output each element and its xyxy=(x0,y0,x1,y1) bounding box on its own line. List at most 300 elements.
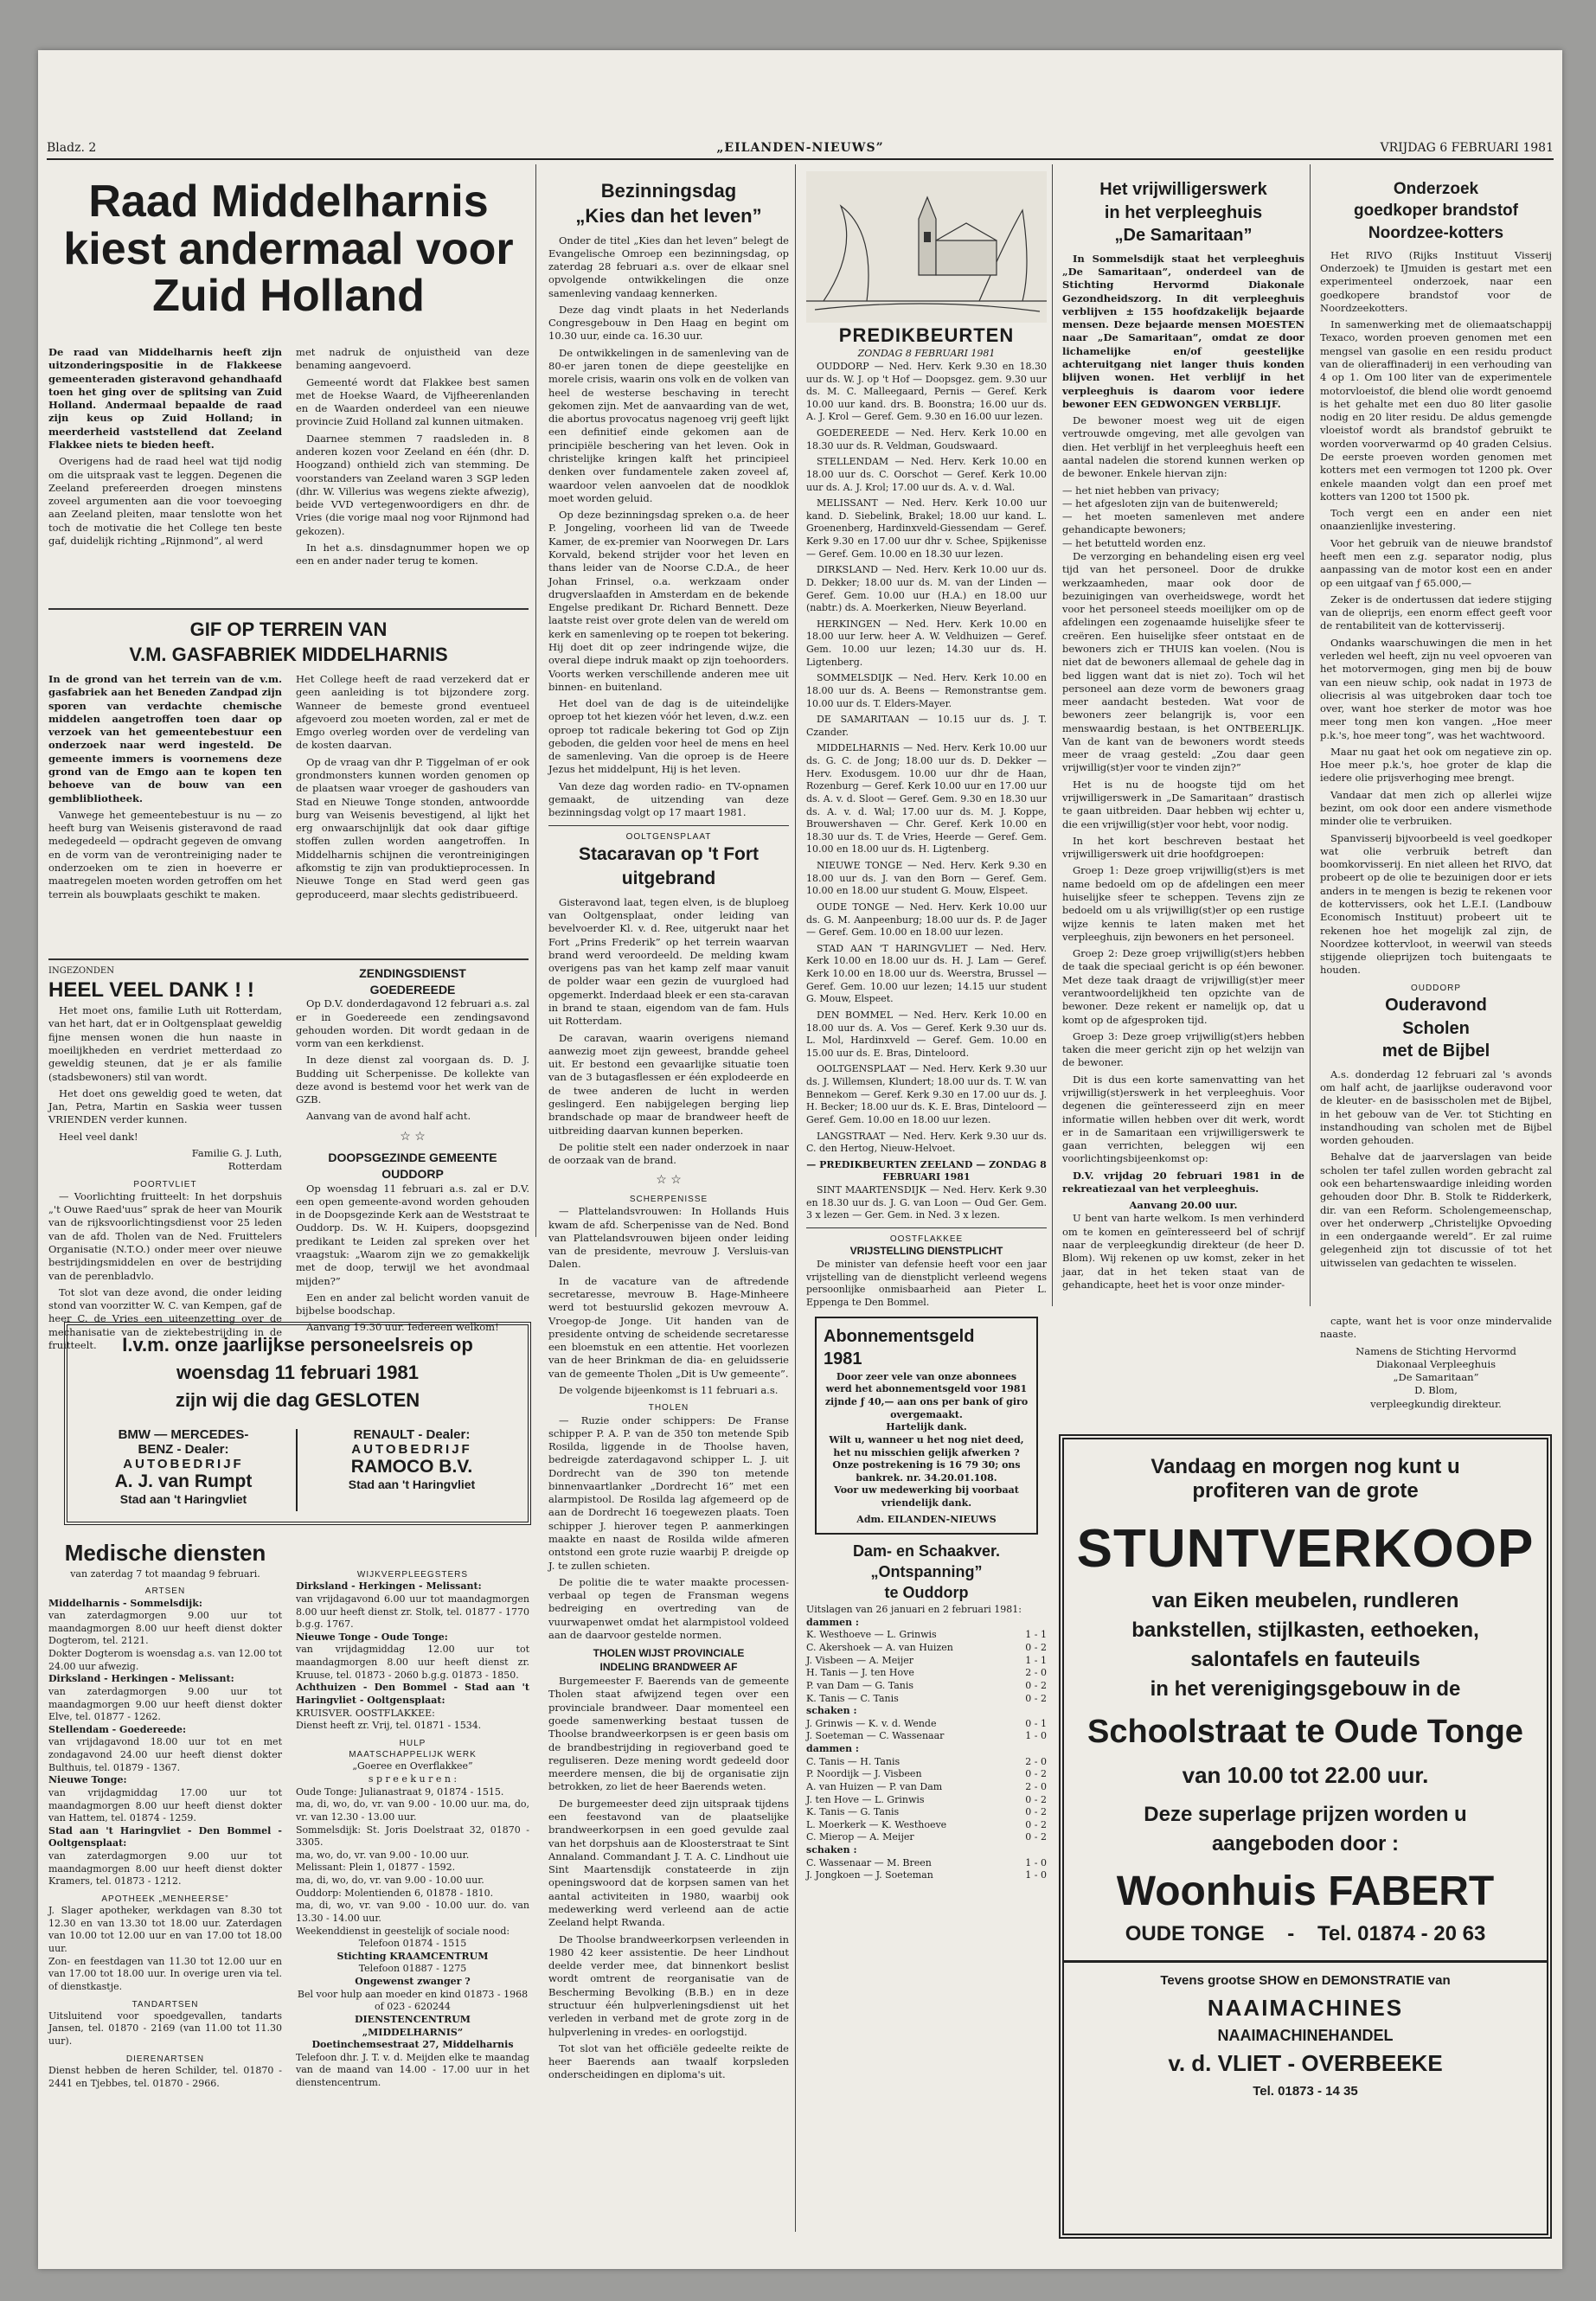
page-header xyxy=(47,141,1554,160)
column-rule xyxy=(535,164,536,1237)
predik-item: DIRKSLAND — Ned. Herv. Kerk 10.00 uur ds. D. Dekker; 18.00 uur ds. M. van der Linden — Geref. Gem. 10.00 uur (H.A.) en 18.00 uur (nabtr.) ds. A. Moerkerken, Nieuw Beyerland. xyxy=(806,564,1047,614)
main-article xyxy=(48,178,529,329)
predik-item: STELLENDAM — Ned. Herv. Kerk 10.00 en 18.00 uur ds. C. Oorschot — Geref. Kerk 10.00 uur ds. A. J. Krol; 17.00 uur ds. A. v. d. Wal. xyxy=(806,456,1047,493)
tholen-paragraph: De politie die te water maakte processen-verbaal op tegen de Fransman wegens bedreiging en overtreding van de vuurwapenwet omdat het alarmpistool voldeed aan de daarvoor gestelde normen. xyxy=(548,1575,789,1641)
closing-ad-line: woensdag 11 februari 1981 xyxy=(176,1362,420,1383)
vrijwilligers-title: „De Samaritaan” xyxy=(1114,226,1253,246)
doopsgezinde-paragraph: Aanvang 19.30 uur. Iedereen welkom! xyxy=(306,1321,499,1334)
medical-line: Dirksland - Herkingen - Melissant: xyxy=(48,1673,234,1685)
vrijwilligers-bullet: — het betutteld worden enz. xyxy=(1062,536,1207,549)
column-rule xyxy=(795,164,796,2232)
column-5 xyxy=(1062,178,1304,1376)
vrijstelling-title: VRIJSTELLING DIENSTPLICHT xyxy=(849,1245,1003,1258)
predik-item: STAD AAN 'T HARINGVLIET — Ned. Herv. Kerk 10.00 en 18.00 uur ds. H. J. Lam — Geref. Kerk 10.00 en 18.00 uur ds. Weerstra, Brussel — Geref. Gem. 10.00 uur lezen; 14.15 uur student G. Mouw, Elspeet. xyxy=(806,942,1047,1005)
medical-line: Telefoon 01874 - 1515 xyxy=(358,1938,467,1950)
main-paragraph: Overigens had de raad heel wat tijd nodig om die uitspraak vast te leggen. Degenen die Zeeland prefereerden droegen minstens zoveel argumenten aan die voor toevoeging aan Zeeland pleiten, maar tenslotte won het toch de motivatie die het College ten beste gaf, duidelijk richting „Rijnmond”, al werd xyxy=(48,455,282,547)
medical-section: WIJKVERPLEEGSTERS xyxy=(356,1570,469,1580)
dam-score: 0 - 2 xyxy=(1025,1806,1047,1818)
closing-ad xyxy=(64,1322,531,1525)
doopsgezinde-paragraph: Op woensdag 11 februari a.s. zal er D.V. een open gemeente-avond worden gehouden in de Doopsgezinde Kerk aan de Weststraat te Ouddorp. Ds. W. H. Kuipers, doopsgezind predikant te Leiden zal spreken over het vraagstuk: „Waarom zijn we zo gemakkelijk met de doop, terwijl we het avondmaal mijden?” xyxy=(296,1182,529,1287)
dam-subtitle: Uitslagen van 26 januari en 2 februari 1981: xyxy=(806,1604,1022,1616)
main-paragraph: met nadruk de onjuistheid van deze benaming aangevoerd. xyxy=(296,346,529,372)
ouderavond-kicker: OUDDORP xyxy=(1410,983,1462,993)
ad-line: Tevens grootse SHOW en DEMONSTRATIE van xyxy=(1160,1973,1451,1989)
medical-line: Zon- en feestdagen van 11.30 tot 12.00 uur en van 17.00 tot 18.00 uur. In overige uren via tel. of dienstkastje. xyxy=(48,1955,282,1992)
predik-item: DE SAMARITAAN — 10.15 uur ds. J. T. Czander. xyxy=(806,714,1047,738)
ad-phone: Tel. 01873 - 14 35 xyxy=(1253,2084,1358,2099)
medical-line: J. Slager apotheker, werkdagen van 8.30 tot 12.30 en van 13.30 tot 18.00 uur. Zaterdagen van 10.00 tot 12.00 uur en van 17.00 tot 18.00 uur. xyxy=(48,1905,282,1955)
church-illustration xyxy=(806,171,1047,323)
column-6 xyxy=(1320,178,1552,1376)
medical-line: Nieuwe Tonge - Oude Tonge: xyxy=(296,1631,448,1643)
subscription-sign: Adm. EILANDEN-NIEUWS xyxy=(856,1513,997,1525)
medical-line: Telefoon dhr. J. T. v. d. Meijden elke te maandag van de maand van 14.00 - 17.00 uur in het dienstencentrum. xyxy=(296,2051,529,2089)
dam-row xyxy=(806,1667,1047,1680)
vrijwilligers-paragraph: De verzorging en behandeling eisen erg veel tijd van het personeel. Door de drukke werkzaamheden, maar ook door de bezuinigingen van overheidswege, wordt het voor het personeel steeds moeilijker om op de afdelingen een zogenaamde huiselijke sfeer te creëren. Een huiselijke sfeer ontstaat en de bewoners zich er THUIS kan voelen. (Nou is niet dat de bewoners allemaal de gehele dag in bed liggen want dat is niet zo). Toch wil het personeel aan deze vorm de bewoners graag meer aandacht besteden. Wat voor de bewoners zeer belangrijk is, voor een menswaardig bestaan, is het ONTBEERLIJK. Van de kant van de bewoners wordt steeds meer de vraag gesteld: „Zou daar geen vrijwillig(st)er voor te vinden zijn?” xyxy=(1062,549,1304,774)
doopsgezinde-title: DOOPSGEZINDE GEMEENTE xyxy=(328,1150,497,1165)
bezinning-paragraph: Onder de titel „Kies dan het leven” belegt de Evangelische Omroep een bezinningsdag, op zaterdag 28 februari a.s. over de elkaar snel opvolgende ontwikkelingen die onze samenleving vandaag kennerken. xyxy=(548,234,789,299)
vrijwilligers-date: D.V. vrijdag 20 februari 1981 in de rekreatiezaal van het verpleeghuis. xyxy=(1062,1169,1304,1195)
scherpenisse-kicker: SCHERPENISSE xyxy=(629,1194,708,1204)
medical-services-2 xyxy=(296,1564,529,2230)
medical-section: HULP xyxy=(399,1738,426,1748)
dealer-name: A. J. van Rumpt xyxy=(114,1471,253,1491)
medical-line: Dirksland - Herkingen - Melissant: xyxy=(296,1580,482,1593)
dam-score: 1 - 0 xyxy=(1025,1730,1047,1742)
ad-line: salontafels en fauteuils xyxy=(1190,1648,1420,1672)
medical-line: „MIDDELHARNIS” xyxy=(362,2026,464,2038)
poortvliet-kicker: POORTVLIET xyxy=(133,1179,197,1189)
gif-paragraph: Het College heeft de raad verzekerd dat er geen aanleiding is tot bijzondere zorg. Wanneer de bemeste grond eventueel afgevoerd zou moeten worden, zal er met de Emgo overleg worden over de verdeling van de kosten daarvan. xyxy=(296,673,529,752)
medical-section: TANDARTSEN xyxy=(131,1999,199,2009)
stacaravan-title: uitgebrand xyxy=(621,868,716,888)
zending-paragraph: Op D.V. donderdagavond 12 februari a.s. zal er in Goedereede een zendingsavond gehouden worden. Dit wordt gedaan in de vorm van een kerkdienst. xyxy=(296,997,529,1050)
dam-title: te Ouddorp xyxy=(884,1584,969,1602)
doopsgezinde-title: OUDDORP xyxy=(381,1166,444,1181)
medical-line: Nieuwe Tonge: xyxy=(48,1774,127,1786)
star-separator: ☆ ☆ xyxy=(656,1173,682,1188)
dam-row xyxy=(806,1730,1047,1743)
dam-row xyxy=(806,1680,1047,1693)
dam-score: 0 - 2 xyxy=(1025,1692,1047,1704)
dam-score: 0 - 2 xyxy=(1025,1642,1047,1653)
dam-match: C. Tanis — H. Tanis xyxy=(806,1755,901,1767)
predik-item: DEN BOMMEL — Ned. Herv. Kerk 10.00 en 18.00 uur ds. A. Vos — Geref. Kerk 9.30 uur ds. L. Mol, Hardinxveld — Geref. Gem. 10.00 en 15.00 uur ds. E. Bras, Dinteloord. xyxy=(806,1009,1047,1059)
ingezonden-sign: Rotterdam xyxy=(228,1160,282,1173)
vrijwilligers-paragraph: Het is nu de hoogste tijd om het vrijwilligerswerk in „De Samaritaan” drastisch te gaan uitbreiden. Daar hebben wij echter u, die een vrijwillig(st)er voor hebt, voor nodig. xyxy=(1062,778,1304,830)
dam-score: 0 - 1 xyxy=(1025,1717,1047,1729)
medical-line: Oude Tonge: Julianastraat 9, 01874 - 1515. xyxy=(296,1785,504,1798)
dam-match: J. Grinwis — K. v. d. Wende xyxy=(806,1717,937,1729)
predik-item: MIDDELHARNIS — Ned. Herv. Kerk 10.00 uur ds. G. C. de Jong; 18.00 uur ds. D. Dekker — Herv. Exodusgem. 10.00 uur dhr de Haan, Rozenburg — Geref. Kerk 10.00 uur en 17.00 uur ds. A. v. d. Sloot — Geref. Gem. 9.30 en 18.30 uur ds. A. v. d. Wal; 17.00 uur ds. M. J. Koppe, Brouwershaven — Chr. Geref. Kerk 10.00 en 18.30 uur ds. T. de Vries, Heerde — Geref. Gem. 10.00 en 18.00 uur ds. H. Ligtenberg. xyxy=(806,742,1047,856)
dam-row xyxy=(806,1655,1047,1668)
onderzoek-paragraph: Ondanks waarschuwingen die men in het verleden wel heeft, zijn nu veel opvoeren van het motorvermogen, ging men bij de bouw van een nieuw schip, ook nadat in 1973 de oliecrisis al was uitgebroken daar toch toe over, want hoe sterker de motor was hoe meer tong men kon vangen. „Hoe meer p.k.'s, hoe meer tong”, was het wachtwoord. xyxy=(1320,636,1552,741)
onderzoek-title: Noordzee-kotters xyxy=(1368,223,1504,242)
subscription-line: Wilt u, wanneer u het nog niet deed, het nu misschien gelijk afwerken ? xyxy=(829,1433,1024,1458)
dam-title: „Ontspanning” xyxy=(870,1563,983,1581)
ad-line: NAAIMACHINEHANDEL xyxy=(1217,2027,1394,2045)
vrijwilligers-paragraph: In het kort beschreven bestaat het vrijwilligerswerk uit drie hoofdgroepen: xyxy=(1062,834,1304,861)
subscription-box xyxy=(815,1317,1038,1535)
dam-row xyxy=(806,1693,1047,1706)
medical-line: van vrijdagavond 6.00 uur tot maandagmorgen 8.00 uur heeft dienst zr. Stolk, tel. 01877 - 1770 b.g.g. 1767. xyxy=(296,1593,529,1631)
dam-match: P. Noordijk — J. Visbeen xyxy=(806,1768,922,1780)
dam-match: J. Jongkoen — J. Soeteman xyxy=(806,1869,933,1881)
dam-results xyxy=(806,1756,1047,1844)
gif-headline-1: GIF OP TERREIN VAN xyxy=(189,619,388,640)
issue-date: VRIJDAG 6 FEBRUARI 1981 xyxy=(1380,141,1554,155)
medical-line: s p r e e k u r e n : xyxy=(368,1773,458,1785)
vrijwilligers-bullet: — het afgesloten zijn van de buitenwereld; xyxy=(1062,497,1279,510)
dam-row xyxy=(806,1869,1047,1882)
signature-line: D. Blom, xyxy=(1414,1384,1458,1397)
ad-line: aangeboden door : xyxy=(1212,1831,1399,1856)
dealer-town: Stad aan 't Haringvliet xyxy=(348,1477,476,1491)
dealer-name: RAMOCO B.V. xyxy=(350,1457,473,1477)
dam-score: 2 - 0 xyxy=(1025,1780,1047,1792)
ad-hours: van 10.00 tot 22.00 uur. xyxy=(1182,1761,1429,1788)
main-headline-1: Raad Middelharnis xyxy=(88,176,489,227)
tholen-paragraph: — Ruzie onder schippers: De Franse schipper P. A. P. van de 350 ton metende Spib Rosilda, liggende in de Thoolse haven, bedreigde zaterdagavond schipper L. J. uit Dordrecht van de 390 ton metende binnenvaartlanker „Dordrecht 16” met een alarmpistool. De Rosilda lag afgemeerd op de aan de Dordrecht 16 toegewezen plaats. Toen schipper J. hierover tegen P. aanmerkingen maakte en naast de Rosilda wilde afmeren ontstond een grote ruzie waarbij P. dreigde op J. te zullen schieten. xyxy=(548,1413,789,1572)
ouderavond-title: Ouderavond xyxy=(1385,996,1487,1015)
dam-score: 0 - 2 xyxy=(1025,1831,1047,1843)
brandweer-paragraph: De Thoolse brandweerkorpsen verleenden in 1980 42 keer assistentie. De heer Lindhout deelde verder mee, dat binnenkort beslist wordt omtrent de reorganisatie van de Bescherming Bevolking (B.B.) en in deze structuur één hulpverleningsdienst uit het verleden in verband met de grote zorg in de hulpverlening in vredes- en oorlogstijd. xyxy=(548,1932,789,2038)
vrijwilligers-paragraph: De bewoner moest weg uit de eigen vertrouwde omgeving, met alle gevolgen van dien. Het verblijf in het verpleeghuis heeft een aantal nadelen die storend kunnen werken op de bewoner. Enkele hiervan zijn: xyxy=(1062,414,1304,480)
dam-score: 1 - 1 xyxy=(1025,1654,1047,1666)
ad-dash: - xyxy=(1287,1922,1295,1946)
dam-match: H. Tanis — J. ten Hove xyxy=(806,1667,914,1679)
main-lead: De raad van Middelharnis heeft zijn uitzonderingspositie in de Flakkeese gemeenteraden gisteravond gehandhaafd toen het ging over de splitsing van Zuid Holland. Andermaal bepaalde de raad zijn keus op Zuid Holland; in meerderheid vaststellend dat Zeeland Flakkee niets te bieden heeft. xyxy=(48,346,282,451)
ingezonden-title: HEEL VEEL DANK ! ! xyxy=(48,978,254,1003)
dealer-left xyxy=(80,1427,287,1506)
onderzoek-title: goedkoper brandstof xyxy=(1353,202,1518,221)
predik-item: MELISSANT — Ned. Herv. Kerk 10.00 uur kand. D. Siebelink, Brakel; 18.00 uur kand. L. Groenenberg, Hardinxveld-Giessendam — Geref. Kerk 9.30 en 17.00 uur dhr v. Schee, Spijkenisse — Geref. Gem. 10.00 en 18.30 uur lezen. xyxy=(806,497,1047,560)
scherpenisse-paragraph: In de vacature van de aftredende secretaresse, mevrouw B. Hage-Minheere werd tot bestuurslid gekozen mevrouw A. Vroegop-de Jonge. Uit handen van de presidente ontving de scheidende secretaresse een bloemstuk en een attentie. Het voorlezen van de heer Brinkman de dia- en geluidsserie van de gemeente Tholen „Dit is Uw gemeente”. xyxy=(548,1274,789,1380)
stuntverkoop-ad xyxy=(1059,1434,1552,2239)
ouderavond-paragraph: Behalve dat de jaarverslagen van beide scholen ter tafel zullen worden gebracht zal ook een behartenswaardige inleiding worden gehouden door Dhr. B. Stolk te Ridderkerk, dir. van een Reform. Scholengemeenschap, over het onderwerp „Christelijke Opvoeding in een ondergaande wereld”. Er zal ruime gelegenheid zijn tot discussie of tot het uitwisselen van gedachten te wisselen. xyxy=(1320,1150,1552,1269)
stacaravan-kicker: OOLTGENSPLAAT xyxy=(625,831,712,842)
gif-article-col-a xyxy=(48,673,282,954)
ad-line: NAAIMACHINES xyxy=(1207,1995,1404,2022)
star-separator: ☆ ☆ xyxy=(400,1129,426,1144)
medical-line: Middelharnis - Sommelsdijk: xyxy=(48,1597,202,1609)
onderzoek-paragraph: Zeker is de ondertussen dat iedere stijging van de olieprijs, een enorm effect geeft voor de rentabiliteit van de kottervisserij. xyxy=(1320,593,1552,632)
predik-item: GOEDEREEDE — Ned. Herv. Kerk 10.00 en 18.30 uur ds. R. Veldman, Goudswaard. xyxy=(806,427,1047,452)
bezinning-title: „Kies dan het leven” xyxy=(575,205,762,228)
medical-line: „Goeree en Overflakkee” xyxy=(352,1760,473,1772)
gif-article-col-b xyxy=(296,673,529,954)
dam-match: K. Westhoeve — L. Grinwis xyxy=(806,1629,937,1641)
medical-section: APOTHEEK „MENHEERSE” xyxy=(101,1894,229,1904)
medical-line: Weekenddienst in geestelijk of sociale nood: xyxy=(296,1925,510,1937)
medical-line: ma, di, wo, vr. van 9.00 - 10.00 uur. do. van 13.30 - 14.00 uur. xyxy=(296,1900,529,1924)
bezinning-paragraph: Van deze dag worden radio- en TV-opnamen gemaakt, de uitzending van deze bezinningsdag volgt op 17 maart 1981. xyxy=(548,779,789,819)
dealer-brand: BMW — MERCEDES- xyxy=(118,1427,249,1442)
vrijwilligers-time: Aanvang 20.00 uur. xyxy=(1129,1199,1238,1212)
predik-item: OOLTGENSPLAAT — Ned. Herv. Kerk 9.30 uur ds. J. Willemsen, Klundert; 18.00 uur ds. T. W. van Bennekom — Geref. Kerk 9.30 en 17.00 uur ds. J. H. Becker; 18.00 uur ds. K. E. Bras, Dinteloord — Geref. Gem. 10.00 en 18.00 uur lezen. xyxy=(806,1063,1047,1125)
column-rule xyxy=(1052,164,1053,1306)
tholen-kicker: THOLEN xyxy=(648,1403,689,1413)
predik-item: SOMMELSDIJK — Ned. Herv. Kerk 10.00 en 18.00 uur ds. A. Beens — Remonstrantse gem. 10.00 uur ds. T. Elders-Mayer. xyxy=(806,672,1047,709)
medical-line: Stad aan 't Haringvliet - Den Bommel - Ooltgensplaat: xyxy=(48,1824,282,1849)
paper-name: „EILANDEN-NIEUWS” xyxy=(716,141,884,155)
ad-line: bankstellen, stijlkasten, eethoeken, xyxy=(1131,1618,1479,1643)
dam-score: 1 - 0 xyxy=(1025,1869,1047,1881)
medical-subtitle: van zaterdag 7 tot maandag 9 februari. xyxy=(70,1567,260,1580)
medical-line: Uitsluitend voor spoedgevallen, tandarts Jansen, tel. 01870 - 2169 (van 11.00 tot 11.30 uur). xyxy=(48,2009,282,2048)
dam-match: P. van Dam — G. Tanis xyxy=(806,1679,913,1691)
ingezonden-sign: Familie G. J. Luth, xyxy=(191,1147,282,1160)
closing-ad-line: I.v.m. onze jaarlijkse personeelsreis op xyxy=(122,1334,473,1356)
dam-match: J. Visbeen — A. Meijer xyxy=(806,1654,914,1666)
vrijwilligers-group: Groep 1: Deze groep vrijwillig(st)ers is met name bedoeld om op de afdelingen een meer huiselijke sfeer te scheppen. Tevens zijn ze bedoeld om u als vrijwillig(st)er op een rustige wijze kennis te laten maken met het verpleeghuis, zijn bewoners en het personeel. xyxy=(1062,864,1304,943)
gif-lead: In de grond van het terrein van de v.m. gasfabriek aan het Beneden Zandpad zijn sporen van verdachte chemische middelen aangetroffen toen daar op verzoek van het gemeentebestuur een onderzoek naar werd ingesteld. De gemeente immers is voornemens deze grond van de Emgo aan te kopen ten behoeve van de bouw van een gemblibliotheek. xyxy=(48,673,282,804)
dam-row xyxy=(806,1718,1047,1731)
dam-match: C. Mierop — A. Meijer xyxy=(806,1831,914,1843)
bezinning-paragraph: Op deze bezinningsdag spreken o.a. de heer P. Jongeling, voorheen lid van de Tweede Kamer, de ex-premier van Noorwegen Dr. Lars Korvald, bekend strijder voor het leven en thans leider van de Noorse C.D.A., de heer Johan Frinsel, o.a. werkzaam onder drugverslaafden in Amsterdam en de bekende Engelse predikant Dr. Richard Bennett. Deze laatste reist over grote delen van de wereld om kerk en samenleving op te roepen tot bekering. Hij doet dit op zeer indringende wijze, die overal diepe indruk maakt op zijn toehoorders. Voorts werken verschillende anderen mee uit binnen- en buitenland. xyxy=(548,509,789,693)
medical-line: van zaterdagmorgen 9.00 uur tot maandagmorgen 8.00 uur heeft dienst dokter Dogterom, tel. 2121. xyxy=(48,1610,282,1647)
dealer-brand: RENAULT - Dealer: xyxy=(353,1427,471,1442)
onderzoek-paragraph: Voor het gebruik van de nieuwe brandstof heeft men een z.g. separator nodig, plus aanpassing van de motor kost een en ander op een uitgaaf van ƒ 65.000,— xyxy=(1320,536,1552,589)
ad-address xyxy=(1064,1922,1547,1946)
dealer-town: Stad aan 't Haringvliet xyxy=(119,1492,247,1506)
vrijwilligers-paragraph: capte, want het is voor onze mindervalide naaste. xyxy=(1320,1315,1552,1341)
signature-line: Namens de Stichting Hervormd xyxy=(1356,1344,1516,1357)
gif-paragraph: Vanwege het gemeentebestuur is nu — zo heeft burg van Weisenis gisteravond de raad medegedeeld — opdracht gegeven de omvang en de vorm van de verontreiniging nader te onderzoeken om te zien in hoeverre er maatregelen moeten worden getroffen om het terrein als bouwplaats geschikt te maken. xyxy=(48,808,282,901)
medical-line: Ongewenst zwanger ? xyxy=(355,1976,471,1988)
main-article-col-b xyxy=(296,346,529,572)
brandweer-title: INDELING BRANDWEER AF xyxy=(599,1661,738,1674)
main-paragraph: Daarnee stemmen 7 raadsleden in. 8 anderen kozen voor Zeeland en één (dhr. D. Hoogzand) onthield zich van stemming. De voorstanders van Zeeland waren 3 SGP leden (dhr. W. Villerius was wegens ziekte afwezig), beide VVD vertegenwoordigers en dhr. de Vries (die vorige maal nog voor Rijnmond had gekozen). xyxy=(296,432,529,537)
medical-line: DIENSTENCENTRUM xyxy=(355,2013,471,2025)
dam-score: 0 - 2 xyxy=(1025,1768,1047,1780)
dam-score: 1 - 0 xyxy=(1025,1856,1047,1868)
ingezonden-kicker: INGEZONDEN xyxy=(48,966,114,976)
predik-item: OUDE TONGE — Ned. Herv. Kerk 10.00 uur ds. G. M. Aanpeenburg; 18.00 uur ds. P. de Jager — Geref. Gem. 10.00 en 18.00 uur lezen. xyxy=(806,901,1047,939)
dam-section: dammen : xyxy=(806,1616,859,1628)
medical-line: ma, wo, do, vr. van 9.00 - 10.00 uur. xyxy=(296,1849,470,1861)
divider xyxy=(48,608,529,610)
dam-score: 0 - 2 xyxy=(1025,1679,1047,1691)
medical-line: Achthuizen - Den Bommel - Stad aan 't Haringvliet - Ooltgensplaat: xyxy=(296,1682,529,1706)
dam-title: Dam- en Schaakver. xyxy=(852,1542,1001,1561)
predik-title: PREDIKBEURTEN xyxy=(838,324,1015,346)
onderzoek-title: Onderzoek xyxy=(1393,180,1479,198)
church-notices xyxy=(296,965,529,1334)
dam-row xyxy=(806,1756,1047,1769)
dam-score: 2 - 0 xyxy=(1025,1755,1047,1767)
medical-line: Dienst heeft zr. Vrij, tel. 01871 - 1534. xyxy=(296,1720,482,1732)
dam-score: 1 - 1 xyxy=(1025,1629,1047,1641)
medical-section: MAATSCHAPPELIJK WERK xyxy=(349,1750,477,1760)
medical-services xyxy=(48,1538,282,2230)
medical-line: Bel voor hulp aan moeder en kind 01873 - 1968 of 023 - 620244 xyxy=(297,1988,529,2013)
dam-results xyxy=(806,1629,1047,1705)
vrijstelling-paragraph: De minister van defensie heeft voor een jaar vrijstelling van de dienstplicht verleend wegens persoonlijke onmisbaarheid aan Pieter L. Eppenga te Den Bommel. xyxy=(806,1259,1047,1308)
dam-section: dammen : xyxy=(806,1743,859,1754)
subscription-year: 1981 xyxy=(824,1349,862,1369)
main-paragraph: Gemeenté wordt dat Flakkee best samen met de Hoekse Waard, de Vijfheerenlanden en de Waarden onderdeel van een nieuwe provincie Zuid Holland zal kunnen uitmaken. xyxy=(296,375,529,428)
brandweer-title: THOLEN WIJST PROVINCIALE xyxy=(593,1647,745,1660)
ad-divider xyxy=(296,1429,298,1511)
onderzoek-paragraph: Vandaar dat men zich op allerlei wijze bezint, om ook door een andere vismethode minder olie te verbruiken. xyxy=(1320,788,1552,828)
brandweer-paragraph: Burgemeester F. Baerends van de gemeente Tholen staat afwijzend tegen over een provinciale brandweer. Daar momenteel een goede samenwerking bestaat tussen de Thoolse brandweerkorpsen is er geen basis om de brandbestrijding in regioverband goed te reguliseren. Deze mening wordt gedeeld door meerdere mensen, die bij de organisatie zijn betrokken, zo liet de heer Baerends weten. xyxy=(548,1675,789,1793)
brandweer-paragraph: De burgemeester deed zijn uitspraak tijdens een feestavond van de plaatselijke brandweerkorpsen in een goed gevulde zaal van het dorpshuis aan de Kloosterstraat te Sint Annaland. Commandant J. T. A. C. Lindhout uie Sint Maartensdijk constateerde in zijn openingswoord dat de korpsen samen van het aantal activiteiten in 1980, waarbij ook medewerking werd verleend aan de actie Zeeland helpt Rwanda. xyxy=(548,1797,789,1929)
medical-line: Stellendam - Goedereede: xyxy=(48,1723,187,1735)
ad-phone: Tel. 01874 - 20 63 xyxy=(1317,1922,1486,1946)
dam-row xyxy=(806,1642,1047,1655)
subscription-line: Onze postrekening is 16 79 30; ons bankrek. nr. 34.20.01.108. xyxy=(832,1459,1021,1484)
stacaravan-paragraph: De caravan, waarin overigens niemand aanwezig moet zijn geweest, brandde geheel uit. Er bestond een gevaarlijke situatie toen van de 3 butagasflessen er één explodeerde en de twee anderen de lucht in werden geslingerd. Een nabijgelegen berging liep brandschade op maar de brandweer heeft de uitbreiding daarvan kunnen beperken. xyxy=(548,1031,789,1137)
dam-match: K. Tanis — G. Tanis xyxy=(806,1806,900,1818)
divider xyxy=(48,958,529,960)
predik-zeeland-item: SINT MAARTENSDIJK — Ned. Herv. Kerk 9.30 en 18.30 uur ds. J. G. van Loon — Oud Ger. Gem. 3 x lezen — Ger. Gem. in Ned. 3 x lezen. xyxy=(806,1184,1047,1221)
dam-match: C. Wassenaar — M. Breen xyxy=(806,1856,932,1868)
vrijwilligers-group: Groep 3: Deze groep vrijwillig(st)ers hebben taken die meer gericht zijn op het welzijn van de bewoner. xyxy=(1062,1029,1304,1069)
onderzoek-paragraph: Maar nu gaat het ook om negatieve zin op. Hoe meer p.k.'s, hoe groter de klap die iedere olie prijsverhoging mee brengt. xyxy=(1320,745,1552,785)
medical-line: van zaterdagmorgen 9.00 uur tot maandagmorgen 8.00 uur heeft dienst dokter Kramers, tel. 01873 - 1212. xyxy=(48,1850,282,1888)
stacaravan-paragraph: De politie stelt een nader onderzoek in naar de oorzaak van de brand. xyxy=(548,1140,789,1167)
vrijstelling-kicker: OOSTFLAKKEE xyxy=(889,1234,964,1244)
vrijwilligers-bullet: — het moeten samenleven met andere gehandicapte bewoners; xyxy=(1062,510,1304,536)
main-headline-2: kiest andermaal voor xyxy=(63,223,514,274)
dam-match: J. ten Hove — L. Grinwis xyxy=(806,1793,925,1805)
dam-row xyxy=(806,1806,1047,1819)
bezinning-paragraph: De ontwikkelingen in de samenleving van de 80-er jaren tonen de diepe geestelijke en morele crisis, waarin ons volk en de volken van heel de westerse beschaving in terecht gekomen zijn. Met de aanvaarding van de wet, die abortus provocatus nagenoeg vrij geeft lijkt een definitief einde gekomen aan de principiële beschering van het leven. Ook in christelijke kringen kalft het principieel denken over fundamentele zaken zoveel af, waardoor velen aanvoelen dat de noodklok moet worden geluid. xyxy=(548,346,789,504)
zending-paragraph: Aanvang van de avond half acht. xyxy=(306,1110,471,1123)
dealer-type: AUTOBEDRIJF xyxy=(351,1442,472,1457)
ingezonden-letter xyxy=(48,965,282,1351)
poortvliet-paragraph: — Voorlichting fruitteelt: In het dorpshuis „'t Ouwe Raed'uus” sprak de heer van Mourik van de rijksvoorlichtingsdienst voor 25 leden van de afd. Tholen van de Ned. Fruittelers Organisatie (N.T.O.) onder meer over nieuwe bestrijdingsmiddelen en over de bestrijding van de perenbladvlo. xyxy=(48,1189,282,1282)
dam-match: A. van Huizen — P. van Dam xyxy=(806,1780,943,1792)
doopsgezinde-paragraph: Een en ander zal belicht worden vanuit de bijbelse boodschap. xyxy=(296,1291,529,1317)
ad-divider xyxy=(1064,1960,1547,1963)
subscription-line: Voor uw medewerking bij voorbaat vriendelijk dank. xyxy=(834,1484,1019,1509)
medical-line: Melissant: Plein 1, 01877 - 1592. xyxy=(296,1862,456,1874)
dam-section: schaken : xyxy=(806,1844,857,1856)
medical-line: van vrijdagavond 18.00 uur tot en met zondagavond 24.00 uur heeft dienst dokter Bulthuis, tel. 01879 - 1367. xyxy=(48,1736,282,1773)
scherpenisse-paragraph: — Plattelandsvrouwen: In Hollands Huis kwam de afd. Scherpenisse van de Ned. Bond van Plattelandsvrouwen bijeen onder leiding van de presidente, mevrouw J. Versluis-van Dalen. xyxy=(548,1205,789,1271)
ad-line: Deze superlage prijzen worden u xyxy=(1144,1802,1467,1826)
ad-shop: Woonhuis FABERT xyxy=(1116,1868,1495,1914)
dam-results xyxy=(806,1718,1047,1743)
vrijwilligers-paragraph: U bent van harte welkom. Is men verhinderd om te komen en geïnteresseerd bel of schrijf naar de verpleegkundig direkteur (de heer D. Blom). Wij rekenen op uw komst, zeker in het jaar, dat in het teken staat van de gehandicapte, heet het is voor onze minder- xyxy=(1062,1212,1304,1291)
ouderavond-title: met de Bijbel xyxy=(1381,1042,1490,1061)
signature-line: verpleegkundig direkteur. xyxy=(1370,1397,1502,1410)
vrijwilligers-lead: In Sommelsdijk staat het verpleeghuis „De Samaritaan”, onderdeel van de Stichting Hervormd Diakonale Gezondheidszorg. In dit verpleeghuis verblijven ± 155 hoofdzakelijk bejaarde mensen. Deze bejaarde mensen MOESTEN naar „De Samaritaan”, omdat ze door lichamelijke en/of geestelijke achteruitgang niet langer thuis konden blijven wonen. Het verblijf in het verpleeghuis is daarom voor iedere bewoner EEN GEDWONGEN VERBLIJF. xyxy=(1062,252,1304,410)
dealer-right xyxy=(308,1427,516,1491)
zending-title: GOEDEREEDE xyxy=(369,982,456,997)
subscription-line: Hartelijk dank. xyxy=(886,1421,967,1433)
bezinning-paragraph: Het doel van de dag is de uiteindelijke oproep tot het kiezen vóór het leven, d.w.z. een oproep tot radicale bekering tot God op Zijn geboden, die gelden voor heel de mens en heel de samenleving. Van die oproep is de Heere Jezus het middelpunt, Hij is het leven. xyxy=(548,697,789,776)
medical-section: ARTSEN xyxy=(144,1586,186,1597)
ad-line: Vandaag en morgen nog kunt u xyxy=(1151,1455,1460,1478)
medical-line: ma, di, wo, do, vr. van 9.00 - 10.00 uur. xyxy=(296,1875,484,1887)
onderzoek-paragraph: Het RIVO (Rijks Instituut Visserij Onderzoek) te IJmuiden is gestart met een experimenteel onderzoek, naar een goedkopere brandstof voor de Noordzeekotters. xyxy=(1320,248,1552,314)
ad-line: v. d. VLIET - OVERBEEKE xyxy=(1168,2050,1443,2077)
dam-results xyxy=(806,1857,1047,1882)
dealer-brand: BENZ - Dealer: xyxy=(138,1442,229,1457)
dam-match: L. Moerkerk — K. Westhoeve xyxy=(806,1818,947,1830)
medical-line: van vrijdagmiddag 17.00 uur tot maandagmorgen 8.00 uur heeft dienst dokter van Hattem, tel. 01874 - 1259. xyxy=(48,1786,282,1824)
newspaper-page xyxy=(38,50,1562,2269)
predik-item: OUDDORP — Ned. Herv. Kerk 9.30 en 18.30 uur ds. W. J. op 't Hof — Doopsgez. gem. 9.30 uur ds. M. C. Malleegaard, Pernis — Geref. Kerk 10.00 uur kand. drs. B. Boonstra; 16.00 uur ds. A. J. Krol — Geref. Gem. 9.30 en 16.00 uur lezen. xyxy=(806,360,1047,423)
subscription-title: Abonnementsgeld xyxy=(824,1326,975,1346)
predik-list xyxy=(806,361,1047,1156)
page-number: Bladz. 2 xyxy=(47,141,97,155)
dam-section: schaken : xyxy=(806,1705,857,1717)
zending-paragraph: In deze dienst zal voorgaan ds. D. J. Budding uit Scherpenisse. De kollekte van deze avond is bestemd voor het werk van de GZB. xyxy=(296,1054,529,1106)
dealer-type: AUTOBEDRIJF xyxy=(123,1457,244,1471)
gif-paragraph: Op de vraag van dhr P. Tiggelman of er ook grondmonsters kunnen worden genomen op de plaatsen waar vroeger de gashouders van Stad en Nieuwe Tonge stonden, antwoordde burg van Weisenis bevestigend, al lijkt het erg onwaarschijnlijk dat ook daar giftige stoffen zullen worden aangetroffen. In Middelharnis schijnen die verontreinigingen afkomstig te zijn van produktieprocessen. In Nieuwe Tonge en Stad werd geen gas geproduceerd, maar slechts gedistribueerd. xyxy=(296,755,529,901)
ad-line: in het verenigingsgebouw in de xyxy=(1150,1677,1461,1702)
ingezonden-paragraph: Het moet ons, familie Luth uit Rotterdam, van het hart, dat er in Ooltgensplaat geweldig fijne mensen wonen die hun naaste in moeilijkheden en verdriet metterdaad zo geweldig steunen, dat je er als familie (stadsbewoners) stil van wordt. xyxy=(48,1004,282,1083)
predik-date: ZONDAG 8 FEBRUARI 1981 xyxy=(857,348,996,360)
subscription-line: Door zeer vele van onze abonnees werd het abonnementsgeld voor 1981 zijnde ƒ 40,— aan ons per bank of giro overgemaakt. xyxy=(824,1370,1029,1420)
main-paragraph: In het a.s. dinsdagnummer hopen we op een en ander nader terug te komen. xyxy=(296,541,529,567)
bezinning-paragraph: Deze dag vindt plaats in het Nederlands Congresgebouw in Den Haag en begint om 10.30 uur, einde ca. 16.30 uur. xyxy=(548,303,789,343)
medical-line: Sommelsdijk: St. Joris Doelstraat 32, 01870 - 3305. xyxy=(296,1823,529,1849)
medical-section: DIERENARTSEN xyxy=(125,2054,205,2064)
ouderavond-paragraph: A.s. donderdag 12 februari zal 's avonds om half acht, de jaarlijkse ouderavond voor de kleuter- en de basisscholen met de Bijbel, in het gebouw van de Ver. tot Stichting en instandhouding van scholen met de Bijbel worden gehouden. xyxy=(1320,1067,1552,1147)
signature-line: „De Samaritaan” xyxy=(1393,1371,1479,1384)
dam-match: C. Akershoek — A. van Huizen xyxy=(806,1642,953,1653)
medical-line: Stichting KRAAMCENTRUM xyxy=(337,1950,489,1962)
dam-row xyxy=(806,1794,1047,1807)
onderzoek-paragraph: Spanvisserij bijvoorbeeld is veel goedkoper wat olie verbruik betreft dan boomkorvisserij. En niet alleen het RIVO, dat probeert op de olie te bezuinigen door er iets anders in te mengen is bezig te rekenen voor de kottervissers, ook het L.E.I. (Landbouw Economisch Instituut) probeert uit te rekenen hoe het mogelijk zal zijn, de Noordzee kottervloot, in weerwil van steeds stijgende olieprijzen toch buitengaats te houden. xyxy=(1320,831,1552,977)
stacaravan-title: Stacaravan op 't Fort xyxy=(578,843,760,864)
medical-line: van zaterdagmorgen 9.00 uur tot maandagmorgen 9.00 uur heeft dienst dokter Elve, tel. 01877 - 1262. xyxy=(48,1685,282,1723)
dam-match: K. Tanis — C. Tanis xyxy=(806,1692,899,1704)
main-article-col-a xyxy=(48,346,282,551)
stacaravan-paragraph: Gisteravond laat, tegen elven, is de bluploeg van Ooltgensplaat, onder leiding van bevelvoerder Kl. v. d. Ree, uitgerukt naar het Fort „Prins Frederik” op het terrein waarvan brand werd veroordeeld. De melding kwam overigens pas van het kamp zelf maar vanuit de polder waar een gezin de vuurgloed had opgemerkt. Inderdaad bleek er een sta-caravan in brand te staan, eigendom van de fam. Huls uit Rotterdam. xyxy=(548,895,789,1028)
dam-row xyxy=(806,1831,1047,1844)
ingezonden-paragraph: Het doet ons geweldig goed te weten, dat Jan, Petra, Martin en Saskia weer tussen VRIENDEN verder kunnen. xyxy=(48,1086,282,1126)
dam-score: 0 - 2 xyxy=(1025,1793,1047,1805)
predik-item: NIEUWE TONGE — Ned. Herv. Kerk 9.30 en 18.00 uur ds. J. van den Born — Geref. Gem. 10.00 en 18.00 uur student G. Mouw, Elspeet. xyxy=(806,860,1047,897)
gif-headline-2: V.M. GASFABRIEK MIDDELHARNIS xyxy=(129,644,448,666)
poortvliet-paragraph: Tot slot van deze avond, die onder leiding stond van voorzitter W. C. van Kempen, gaf de heer C. de Vries een uiteenzetting over de mechanisatie van de ziektebestrijding in de fruitteelt. xyxy=(48,1285,282,1351)
scherpenisse-paragraph: De volgende bijeenkomst is 11 februari a.s. xyxy=(559,1383,779,1396)
signature-line: Diakonaal Verpleeghuis xyxy=(1375,1357,1497,1370)
ad-line: profiteren van de grote xyxy=(1192,1479,1419,1503)
dam-row xyxy=(806,1819,1047,1832)
ad-place: Schoolstraat te Oude Tonge xyxy=(1087,1714,1523,1751)
vrijwilligers-title: Het vrijwilligerswerk xyxy=(1099,180,1267,199)
onderzoek-paragraph: Toch vergt een en ander een niet onaanzienlijke investering. xyxy=(1320,507,1552,533)
zending-title: ZENDINGSDIENST xyxy=(359,966,466,980)
medical-line: Ouddorp: Molentienden 6, 01878 - 1810. xyxy=(296,1887,494,1899)
divider xyxy=(548,825,789,826)
vrijwilligers-group: Groep 2: Deze groep vrijwillig(st)ers hebben de taak die speciaal gericht is op één bewoner. Met deze taak draagt de vrijwillig(st)er meer verantwoordelijkheid ten opzichte van de bewoner. Deze rekent er namelijk op, dat u komt op de afgesproken tijd. xyxy=(1062,947,1304,1026)
predik-item: LANGSTRAAT — Ned. Herv. Kerk 9.30 uur ds. C. den Hertog, Nieuw-Helvoet. xyxy=(806,1130,1047,1155)
vrijwilligers-bullet: — het niet hebben van privacy; xyxy=(1062,484,1220,497)
bezinning-title: Bezinningsdag xyxy=(600,180,737,202)
dam-score: 2 - 0 xyxy=(1025,1667,1047,1679)
ouderavond-title: Scholen xyxy=(1402,1018,1470,1038)
dam-match: J. Soeteman — C. Wassenaar xyxy=(806,1730,945,1742)
column-rule xyxy=(1310,164,1311,1306)
medical-line: van vrijdagmiddag 12.00 uur tot maandagmorgen 8.00 uur heeft dienst zr. Kruuse, tel. 01873 - 2060 b.g.g. 01873 - 1850. xyxy=(296,1644,529,1681)
ad-line: van Eiken meubelen, rundleren xyxy=(1151,1589,1459,1613)
column-4 xyxy=(806,171,1047,2239)
dam-score: 0 - 2 xyxy=(1025,1818,1047,1830)
medical-line: KRUISVER. OOSTFLAKKEE: xyxy=(296,1707,435,1719)
closing-ad-line: zijn wij die dag GESLOTEN xyxy=(175,1389,420,1411)
brandweer-paragraph: Tot slot van het officiële gedeelte reikte de heer Baerends aan twaalf korpsleden onderscheidingen en diploma's uit. xyxy=(548,2041,789,2081)
vrijwilligers-title: in het verpleeghuis xyxy=(1104,202,1263,222)
medical-line: ma, di, wo, do, vr. van 9.00 - 10.00 uur. ma, do, vr. van 12.30 - 13.00 uur. xyxy=(296,1798,529,1823)
